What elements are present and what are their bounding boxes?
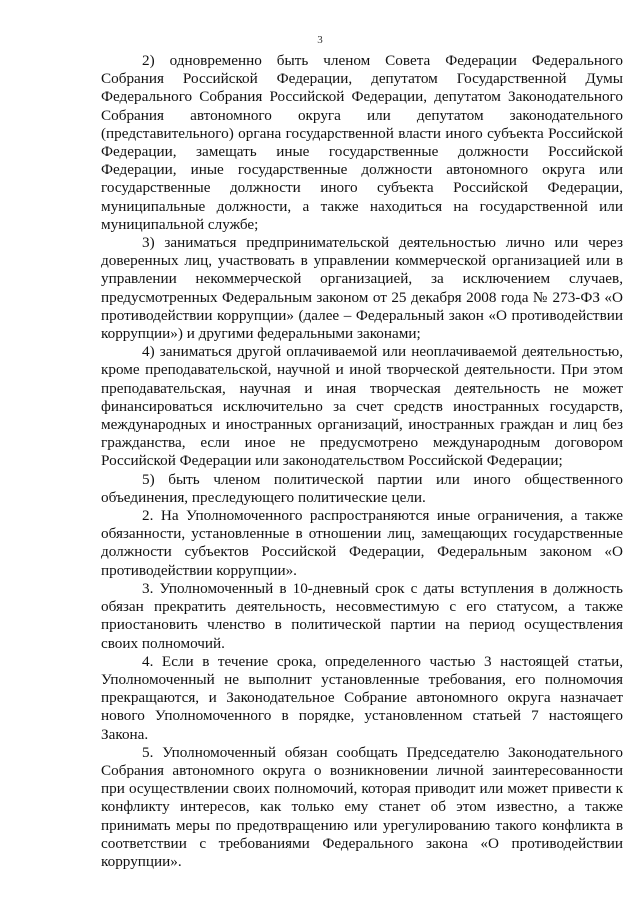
paragraph-item-3: 3) заниматься предпринимательской деятельностью лично или через доверенных лиц, участвовать в управлении коммерческой организацией или в управлении некоммерческой организацией, за исключением случаев, предусмотренных Федеральным законом от 25 декабря 2008 года № 273-ФЗ «О противодействии коррупции» (далее – Федеральный закон «О противодействии коррупции») и другими федеральными законами; [101, 234, 623, 343]
document-body [101, 52, 623, 871]
paragraph-part-2: 2. На Уполномоченного распространяются иные ограничения, а также обязанности, установленные в отношении лиц, замещающих государственные должности субъектов Российской Федерации, Федеральным законом «О противодействии коррупции». [101, 507, 623, 579]
paragraph-part-3: 3. Уполномоченный в 10-дневный срок с даты вступления в должность обязан прекратить деятельность, несовместимую с его статусом, а также приостановить членство в политической партии на период осуществления своих полномочий. [101, 579, 623, 652]
paragraph-part-4: 4. Если в течение срока, определенного частью 3 настоящей статьи, Уполномоченный не выполнит установленные требования, его полномочия прекращаются, и Законодательное Собрание автономного округа назначает нового Уполномоченного в порядке, установленном статьей 7 настоящего Закона. [101, 652, 623, 743]
paragraph-item-4: 4) заниматься другой оплачиваемой или неоплачиваемой деятельностью, кроме преподавательской, научной и иной творческой деятельности. При этом преподавательская, научная и иная творческая деятельность не может финансироваться исключительно за счет средств иностранных государств, международных и иностранных организаций, иностранных граждан и лиц без гражданства, если иное не предусмотрено международным договором Российской Федерации или законодательством Российской Федерации; [101, 343, 623, 470]
paragraph-item-2: 2) одновременно быть членом Совета Федерации Федерального Собрания Российской Федерации, депутатом Государственной Думы Федерального Собрания Российской Федерации, депутатом Законодательного Собрания автономного округа или депутатом законодательного (представительного) органа государственной власти иного субъекта Российской Федерации, замещать иные государственные должности Российской Федерации, иные государственные должности автономного округа или государственные должности иного субъекта Российской Федерации, муниципальные должности, а также находиться на государственной или муниципальной службе; [101, 52, 623, 233]
paragraph-item-5: 5) быть членом политической партии или иного общественного объединения, преследующего политические цели. [101, 470, 623, 506]
page-number: 3 [317, 34, 323, 46]
paragraph-part-5: 5. Уполномоченный обязан сообщать Председателю Законодательного Собрания автономного округа о возникновении личной заинтересованности при осуществлении своих полномочий, которая приводит или может привести к конфликту интересов, как только ему станет об этом известно, а также принимать меры по предотвращению или урегулированию такого конфликта в соответствии с требованиями Федерального закона «О противодействии коррупции». [101, 743, 623, 870]
